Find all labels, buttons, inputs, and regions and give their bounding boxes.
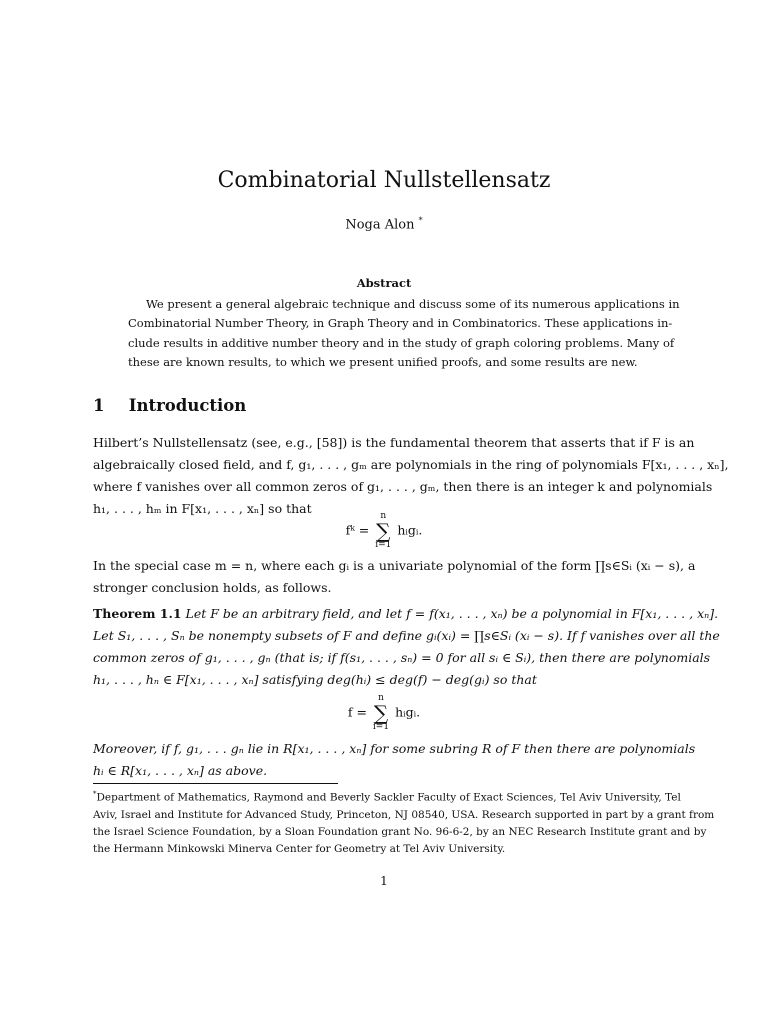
summation-symbol [375,512,391,550]
equation-rhs: hᵢgᵢ. [395,704,421,720]
summation-symbol [373,694,389,732]
author-name: Noga Alon [345,217,415,233]
equation-lhs: fᵏ = [345,522,370,538]
theorem-text: Let F be an arbitrary field, and let f = f(x₁, . . . , xₙ) be a polynomial in F[x₁, . . . , xₙ]. [185,606,719,621]
footnote-line: the Israel Science Foundation, by a Sloan Foundation grant No. 96-6-2, by an NEC Research Institute grant and by [93,825,707,838]
footnote-line: Aviv, Israel and Institute for Advanced Study, Princeton, NJ 08540, USA. Research supported in part by a grant from [93,808,715,821]
equation-lhs: f = [347,704,367,720]
sum-lower-limit: i=1 [375,540,392,550]
intro-line: algebraically closed field, and f, g₁, . . . , gₘ are polynomials in the ring of polynomials F[x₁, . . . , xₙ], [93,457,729,472]
intro-line: stronger conclusion holds, as follows. [93,580,332,595]
section-number: 1 [93,396,105,415]
abstract-line: clude results in additive number theory and in the study of graph coloring problems. Many of [128,335,675,350]
abstract-line: We present a general algebraic technique and discuss some of its numerous applications in [146,297,680,311]
intro-line: Hilbert’s Nullstellensatz (see, e.g., [58]) is the fundamental theorem that asserts that if F is an [93,435,695,450]
footnote-text: Department of Mathematics, Raymond and Beverly Sackler Faculty of Exact Sciences, Tel Aviv University, Tel [96,791,681,804]
footnote-line [93,786,707,807]
theorem-line: common zeros of g₁, . . . , gₙ (that is; if f(s₁, . . . , sₙ) = 0 for all sᵢ ∈ Sᵢ), then there are polynomials [93,650,711,665]
theorem-line: h₁, . . . , hₙ ∈ F[x₁, . . . , xₙ] satisfying deg(hᵢ) ≤ deg(f) − deg(gᵢ) so that [93,672,537,687]
theorem-line [93,603,719,625]
theorem-line: Moreover, if f, g₁, . . . gₙ lie in R[x₁, . . . , xₙ] for some subring R of F then there are polynomials [93,741,696,756]
intro-paragraph-continued [93,555,707,599]
intro-paragraph [93,432,729,520]
intro-line: where f vanishes over all common zeros of g₁, . . . , gₘ, then there is an integer k and polynomials [93,479,713,494]
section-title: Introduction [128,396,247,415]
theorem-block [93,603,720,691]
footnote [93,786,715,858]
author-footnote-mark: * [418,216,423,225]
theorem-block-continued [93,738,707,782]
equation-rhs: hᵢgᵢ. [397,522,423,538]
footnote-line: the Hermann Minkowski Minerva Center for Geometry at Tel Aviv University. [93,842,506,855]
sum-lower-limit: i=1 [372,722,390,732]
footnote-rule [93,783,338,784]
sum-upper-limit: n [380,511,387,521]
theorem-line: Let S₁, . . . , Sₙ be nonempty subsets of F and define gᵢ(xᵢ) = ∏s∈Sᵢ (xᵢ − s). If f vanishes over all the [93,628,720,643]
theorem-label: Theorem 1.1 [93,606,182,621]
abstract-body [128,295,680,373]
sum-upper-limit: n [378,693,384,703]
equation-nullstellensatz [0,512,768,550]
abstract-line: Combinatorial Number Theory, in Graph Theory and in Combinatorics. These applications in- [128,316,673,331]
abstract-line: these are known results, to which we present unified proofs, and some results are new. [128,355,638,370]
theorem-line: hᵢ ∈ R[x₁, . . . , xₙ] as above. [93,763,268,778]
equation-theorem [0,694,768,732]
paper-title: Combinatorial Nullstellensatz [217,168,551,193]
abstract-heading: Abstract [356,276,412,290]
footnote-mark: * [93,790,97,798]
page-number: 1 [380,874,388,888]
section-heading [93,396,246,415]
intro-line: In the special case m = n, where each gᵢ is a univariate polynomial of the form ∏s∈Sᵢ (xᵢ − s), a [93,558,696,573]
sigma-glyph: ∑ [376,519,391,543]
sigma-glyph: ∑ [373,701,389,725]
author-line [0,216,768,232]
intro-line: h₁, . . . , hₘ in F[x₁, . . . , xₙ] so that [93,501,312,516]
